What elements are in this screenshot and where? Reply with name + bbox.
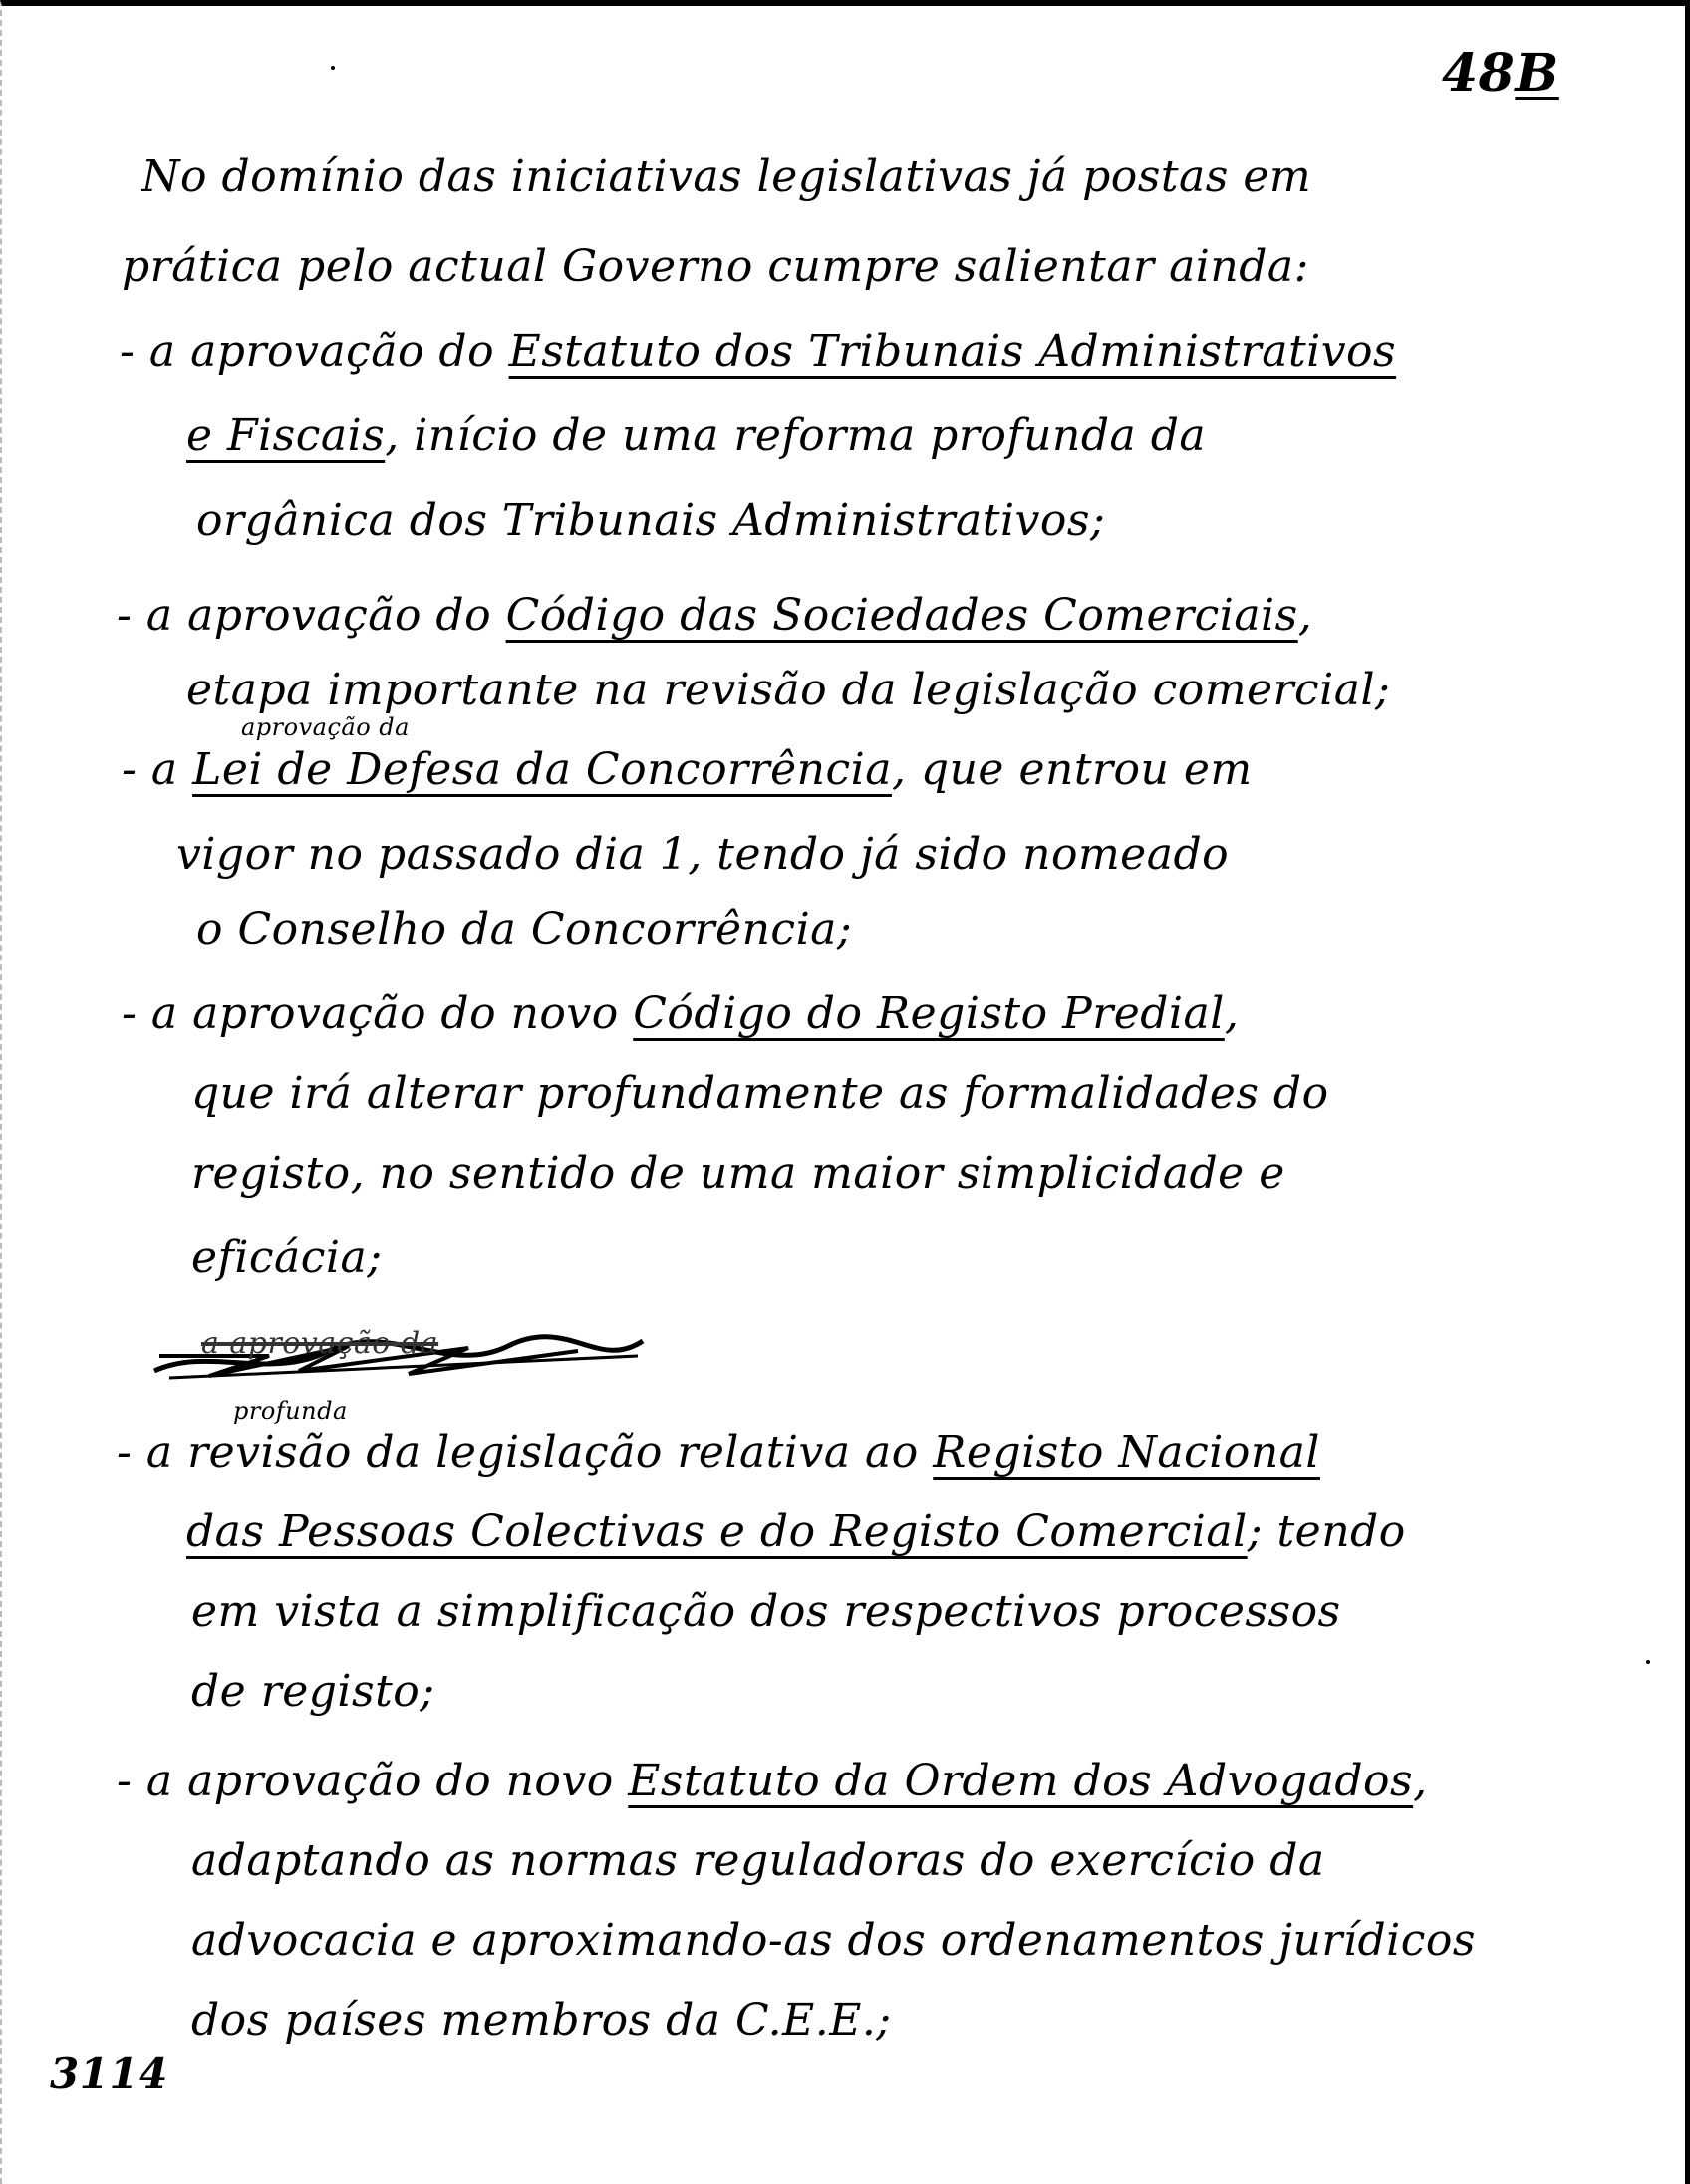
- item-6-line-4: dos países membros da C.E.E.;: [191, 1995, 892, 2046]
- item-1-title-a: Estatuto dos Tribunais Administrativos: [508, 326, 1397, 377]
- item-4-line-4: eficácia;: [191, 1232, 383, 1283]
- item-1-title-b: e Fiscais: [186, 410, 386, 461]
- speck: [331, 66, 335, 70]
- item-4-line-1: - a aprovação do novo Código do Registo Predial,: [122, 988, 1240, 1039]
- item-2-line-2: etapa importante na revisão da legislação comercial;: [186, 665, 1391, 715]
- item-6-line-1: - a aprovação do novo Estatuto da Ordem dos Advogados,: [117, 1756, 1428, 1806]
- item-5-struck-text: a aprovação da: [201, 1326, 439, 1361]
- item-6-line-2: adaptando as normas reguladoras do exercício da: [191, 1835, 1325, 1886]
- item-4-line-2: que irá alterar profundamente as formalidades do: [191, 1068, 1329, 1119]
- item-6-line-3: advocacia e aproximando-as dos ordenamentos jurídicos: [191, 1915, 1476, 1966]
- intro-line-2: prática pelo actual Governo cumpre salientar ainda:: [122, 241, 1309, 292]
- item-3-line-3: o Conselho da Concorrência;: [196, 904, 853, 955]
- item-5-line-3: em vista a simplificação dos respectivos processos: [191, 1586, 1341, 1637]
- speck: [1646, 1660, 1650, 1664]
- item-1-line-3: orgânica dos Tribunais Administrativos;: [196, 495, 1106, 546]
- item-5-line-1: - a revisão da legislação relativa ao Registo Nacional: [117, 1427, 1320, 1478]
- intro-line-1: No domínio das iniciativas legislativas já postas em: [141, 151, 1312, 202]
- item-3-line-2: vigor no passado dia 1, tendo já sido nomeado: [176, 829, 1230, 880]
- item-1-line-2: e Fiscais, início de uma reforma profunda da: [186, 410, 1207, 461]
- item-5-line-2: das Pessoas Colectivas e do Registo Comercial; tendo: [186, 1506, 1406, 1557]
- item-3-title: Lei de Defesa da Concorrência: [192, 744, 892, 795]
- item-4-title: Código do Registo Predial: [633, 988, 1225, 1039]
- item-1-line-1: - a aprovação do Estatuto dos Tribunais Administrativos: [120, 326, 1397, 377]
- item-4-line-3: registo, no sentido de uma maior simplicidade e: [191, 1148, 1285, 1199]
- item-3-insertion: aprovação da: [241, 713, 410, 741]
- item-5-line-4: de registo;: [191, 1666, 435, 1717]
- page-number: 48B: [1442, 43, 1559, 104]
- item-5-title-a: Registo Nacional: [933, 1427, 1320, 1478]
- item-6-title: Estatuto da Ordem dos Advogados: [628, 1756, 1414, 1806]
- item-5-title-b: das Pessoas Colectivas e do Registo Comercial: [186, 1506, 1248, 1557]
- item-5-insertion: profunda: [233, 1397, 348, 1425]
- item-2-title: Código das Sociedades Comerciais: [505, 590, 1298, 641]
- footer-mark: 3114: [50, 2049, 168, 2098]
- item-3-line-1: - a Lei de Defesa da Concorrência, que entrou em: [122, 744, 1253, 795]
- item-2-line-1: - a aprovação do Código das Sociedades Comerciais,: [117, 590, 1313, 641]
